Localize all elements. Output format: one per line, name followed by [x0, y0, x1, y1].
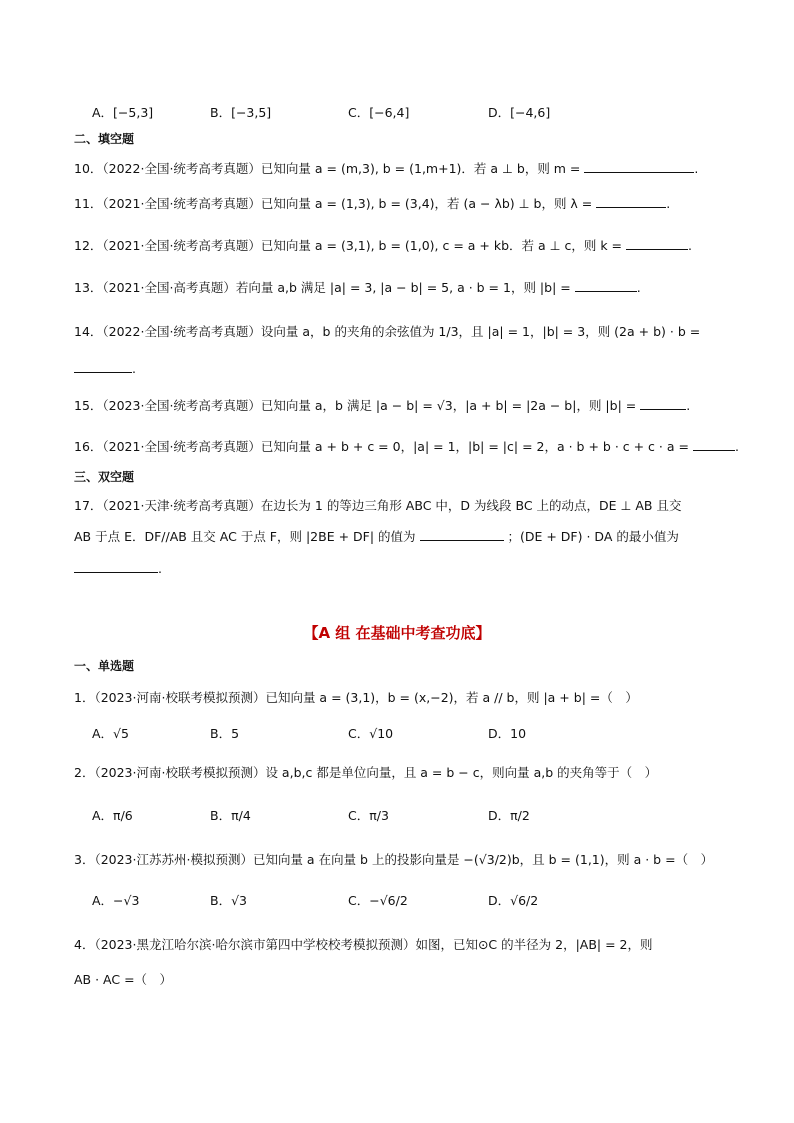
q2-option-c: C．π/3 — [348, 808, 389, 823]
question-17-text-b: ；(DE + DF) · DA 的最小值为 — [507, 529, 679, 544]
question-11-text: 11．（2021·全国·统考高考真题）已知向量 a = (1,3), b = (3,4)，若 (a − λb) ⊥ b，则 λ = — [74, 196, 593, 211]
q2-option-d: D．π/2 — [488, 808, 530, 823]
end-mark: . — [694, 161, 699, 176]
question-17-text-a: AB 于点 E．DF//AB 且交 AC 于点 F，则 |2BE + DF| 的值为 — [74, 529, 416, 544]
q3-option-a: A．−√3 — [92, 893, 140, 908]
question-10 — [74, 159, 698, 177]
choice-question-4-line-2: AB · AC =（ ） — [74, 972, 173, 987]
question-14 — [74, 322, 700, 340]
option-c-top: C．[−6,4] — [348, 105, 410, 120]
q1-option-b: B．5 — [210, 726, 240, 741]
answer-blank-12[interactable] — [626, 237, 688, 250]
question-15-text: 15．（2023·全国·统考高考真题）已知向量 a，b 满足 |a − b| = √3，|a + b| = |2a − b|，则 |b| = — [74, 398, 637, 413]
end-mark: . — [132, 361, 136, 376]
question-17-line-2 — [74, 527, 679, 545]
q3-option-b: B．√3 — [210, 893, 247, 908]
question-11 — [74, 194, 670, 212]
section-single-choice: 一、单选题 — [74, 659, 135, 673]
option-b-top: B．[−3,5] — [210, 105, 272, 120]
answer-blank-17b[interactable] — [74, 560, 158, 573]
answer-blank-15[interactable] — [640, 397, 686, 410]
question-15 — [74, 396, 690, 414]
choice-question-2: 2．（2023·河南·校联考模拟预测）设 a,b,c 都是单位向量，且 a = b − c，则向量 a,b 的夹角等于（ ） — [74, 765, 658, 780]
question-14-text: 14．（2022·全国·统考高考真题）设向量 a，b 的夹角的余弦值为 1/3，且 |a| = 1，|b| = 3，则 (2a + b) · b = — [74, 324, 701, 339]
q2-option-b: B．π/4 — [210, 808, 251, 823]
q1-option-d: D．10 — [488, 726, 527, 741]
end-mark: . — [636, 280, 641, 295]
q1-option-c: C．√10 — [348, 726, 394, 741]
end-mark: . — [158, 561, 162, 576]
question-16-text: 16．（2021·全国·统考高考真题）已知向量 a + b + c = 0，|a| = 1，|b| = |c| = 2，a · b + b · c + c · a = — [74, 439, 689, 454]
answer-blank-16[interactable] — [693, 438, 735, 451]
end-mark: . — [686, 398, 691, 413]
question-13 — [74, 278, 641, 296]
question-14-answer-line — [74, 360, 136, 376]
answer-blank-13[interactable] — [575, 279, 637, 292]
q3-option-c: C．−√6/2 — [348, 893, 408, 908]
answer-blank-14[interactable] — [74, 360, 132, 373]
answer-blank-17a[interactable] — [420, 528, 504, 541]
group-a-title: 【A 组 在基础中考查功底】 — [303, 624, 491, 642]
answer-blank-11[interactable] — [596, 195, 666, 208]
question-17-line-1: 17．（2021·天津·统考高考真题）在边长为 1 的等边三角形 ABC 中，D 为线段 BC 上的动点，DE ⊥ AB 且交 — [74, 498, 682, 513]
section-fill-blank: 二、填空题 — [74, 132, 135, 146]
option-a-top: A．[−5,3] — [92, 105, 154, 120]
end-mark: . — [734, 439, 739, 454]
question-12 — [74, 236, 692, 254]
choice-question-3: 3．（2023·江苏苏州·模拟预测）已知向量 a 在向量 b 上的投影向量是 −(√3/2)b，且 b = (1,1)，则 a · b =（ ） — [74, 852, 714, 867]
choice-question-4-line-1: 4．（2023·黑龙江哈尔滨·哈尔滨市第四中学校校考模拟预测）如图，已知⊙C 的半径为 2，|AB| = 2，则 — [74, 937, 653, 952]
question-13-text: 13．（2021·全国·高考真题）若向量 a,b 满足 |a| = 3, |a − b| = 5, a · b = 1，则 |b| = — [74, 280, 571, 295]
end-mark: . — [688, 238, 692, 253]
option-d-top: D．[−4,6] — [488, 105, 551, 120]
question-16 — [74, 437, 739, 455]
choice-question-1: 1．（2023·河南·校联考模拟预测）已知向量 a = (3,1)，b = (x,−2)，若 a // b，则 |a + b| =（ ） — [74, 690, 638, 705]
end-mark: . — [666, 196, 671, 211]
section-double-blank: 三、双空题 — [74, 470, 135, 484]
answer-blank-10[interactable] — [584, 160, 694, 173]
question-17-answer-line — [74, 560, 162, 576]
question-10-text: 10．（2022·全国·统考高考真题）已知向量 a = (m,3), b = (1,m+1)．若 a ⊥ b，则 m = — [74, 161, 581, 176]
q2-option-a: A．π/6 — [92, 808, 133, 823]
question-12-text: 12．（2021·全国·统考高考真题）已知向量 a = (3,1), b = (1,0), c = a + kb．若 a ⊥ c，则 k = — [74, 238, 623, 253]
q3-option-d: D．√6/2 — [488, 893, 539, 908]
q1-option-a: A．√5 — [92, 726, 129, 741]
